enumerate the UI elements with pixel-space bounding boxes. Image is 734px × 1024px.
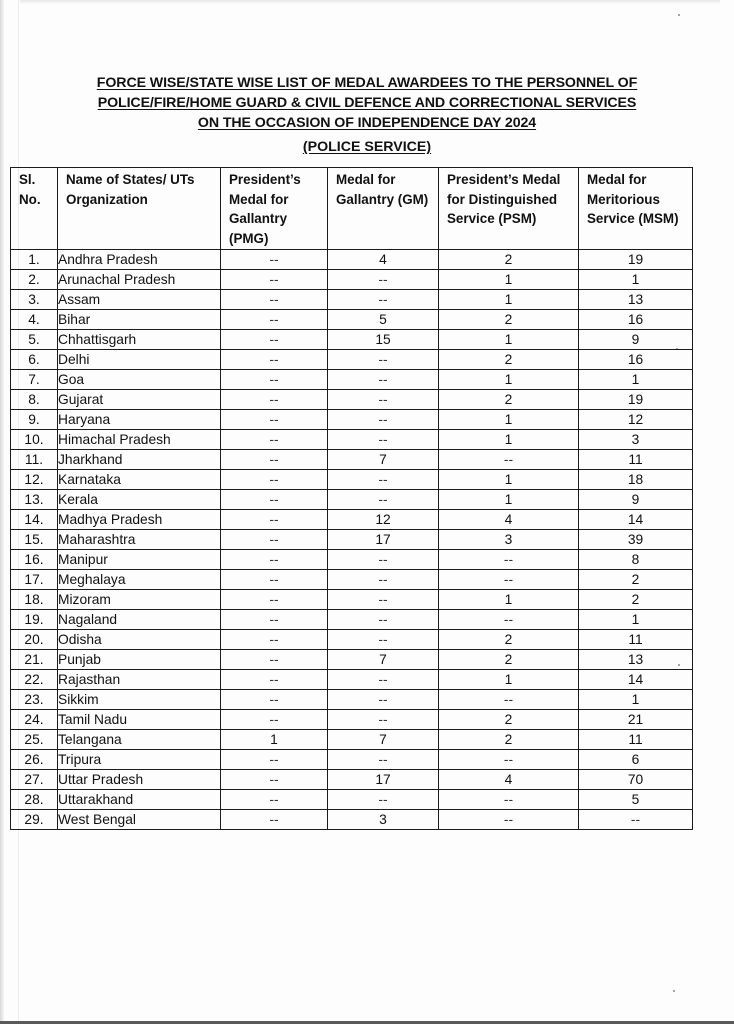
cell-sl-no: 3. xyxy=(11,290,58,310)
header-sl-no: Sl. No. xyxy=(11,168,58,250)
cell-state-name: Nagaland xyxy=(58,610,221,630)
table-row xyxy=(11,730,693,750)
cell-psm: 3 xyxy=(439,530,579,550)
cell-msm: 2 xyxy=(579,590,693,610)
cell-msm: 16 xyxy=(579,350,693,370)
cell-gm: -- xyxy=(328,430,439,450)
cell-pmg: -- xyxy=(221,430,328,450)
cell-msm: 8 xyxy=(579,550,693,570)
cell-pmg: -- xyxy=(221,290,328,310)
cell-sl-no: 20. xyxy=(11,630,58,650)
cell-sl-no: 13. xyxy=(11,490,58,510)
cell-msm: 6 xyxy=(579,750,693,770)
table-row xyxy=(11,570,693,590)
cell-state-name: Uttar Pradesh xyxy=(58,770,221,790)
cell-msm: 12 xyxy=(579,410,693,430)
cell-psm: -- xyxy=(439,570,579,590)
header-psm: President’s Medal for Distinguished Service (PSM) xyxy=(439,168,579,250)
table-header-row xyxy=(11,168,693,250)
cell-msm: 21 xyxy=(579,710,693,730)
cell-gm: 12 xyxy=(328,510,439,530)
cell-psm: 2 xyxy=(439,250,579,270)
table-row xyxy=(11,270,693,290)
table-body xyxy=(11,250,693,830)
cell-gm: 7 xyxy=(328,730,439,750)
cell-pmg: -- xyxy=(221,470,328,490)
cell-msm: 39 xyxy=(579,530,693,550)
cell-sl-no: 23. xyxy=(11,690,58,710)
cell-psm: 1 xyxy=(439,270,579,290)
cell-gm: -- xyxy=(328,690,439,710)
cell-sl-no: 2. xyxy=(11,270,58,290)
scan-speck xyxy=(673,990,675,992)
cell-pmg: -- xyxy=(221,630,328,650)
cell-msm: 19 xyxy=(579,250,693,270)
cell-sl-no: 22. xyxy=(11,670,58,690)
cell-sl-no: 25. xyxy=(11,730,58,750)
cell-state-name: Andhra Pradesh xyxy=(58,250,221,270)
cell-pmg: -- xyxy=(221,350,328,370)
cell-state-name: Odisha xyxy=(58,630,221,650)
title-line-3: ON THE OCCASION OF INDEPENDENCE DAY 2024 xyxy=(197,115,537,131)
cell-gm: -- xyxy=(328,570,439,590)
cell-pmg: -- xyxy=(221,330,328,350)
cell-psm: -- xyxy=(439,690,579,710)
table-row xyxy=(11,370,693,390)
cell-psm: -- xyxy=(439,450,579,470)
cell-pmg: -- xyxy=(221,510,328,530)
cell-pmg: 1 xyxy=(221,730,328,750)
table-row xyxy=(11,410,693,430)
cell-pmg: -- xyxy=(221,250,328,270)
cell-psm: -- xyxy=(439,610,579,630)
cell-gm: 5 xyxy=(328,310,439,330)
cell-sl-no: 16. xyxy=(11,550,58,570)
cell-psm: -- xyxy=(439,810,579,830)
cell-psm: 2 xyxy=(439,350,579,370)
cell-state-name: Gujarat xyxy=(58,390,221,410)
cell-psm: 1 xyxy=(439,370,579,390)
cell-state-name: Bihar xyxy=(58,310,221,330)
cell-msm: 11 xyxy=(579,730,693,750)
cell-gm: 7 xyxy=(328,450,439,470)
table-row xyxy=(11,710,693,730)
cell-sl-no: 18. xyxy=(11,590,58,610)
cell-sl-no: 27. xyxy=(11,770,58,790)
table-row xyxy=(11,810,693,830)
cell-psm: 2 xyxy=(439,390,579,410)
cell-pmg: -- xyxy=(221,410,328,430)
document-title xyxy=(0,73,734,133)
cell-pmg: -- xyxy=(221,570,328,590)
cell-sl-no: 8. xyxy=(11,390,58,410)
cell-psm: 4 xyxy=(439,770,579,790)
table-row xyxy=(11,510,693,530)
table-row xyxy=(11,470,693,490)
cell-pmg: -- xyxy=(221,770,328,790)
table-row xyxy=(11,310,693,330)
cell-pmg: -- xyxy=(221,810,328,830)
cell-state-name: Madhya Pradesh xyxy=(58,510,221,530)
cell-state-name: Telangana xyxy=(58,730,221,750)
title-line-1: FORCE WISE/STATE WISE LIST OF MEDAL AWARDEES TO THE PERSONNEL OF xyxy=(96,75,638,91)
cell-state-name: Mizoram xyxy=(58,590,221,610)
cell-state-name: Maharashtra xyxy=(58,530,221,550)
cell-pmg: -- xyxy=(221,310,328,330)
cell-psm: 1 xyxy=(439,330,579,350)
cell-state-name: Tripura xyxy=(58,750,221,770)
table-row xyxy=(11,490,693,510)
cell-psm: 4 xyxy=(439,510,579,530)
cell-state-name: Kerala xyxy=(58,490,221,510)
table-row xyxy=(11,450,693,470)
cell-gm: -- xyxy=(328,710,439,730)
cell-sl-no: 17. xyxy=(11,570,58,590)
table-row xyxy=(11,750,693,770)
cell-gm: 17 xyxy=(328,530,439,550)
cell-msm: 14 xyxy=(579,670,693,690)
cell-msm: 1 xyxy=(579,270,693,290)
cell-pmg: -- xyxy=(221,670,328,690)
cell-gm: 7 xyxy=(328,650,439,670)
cell-pmg: -- xyxy=(221,450,328,470)
cell-state-name: Arunachal Pradesh xyxy=(58,270,221,290)
cell-msm: 1 xyxy=(579,610,693,630)
cell-sl-no: 15. xyxy=(11,530,58,550)
cell-sl-no: 9. xyxy=(11,410,58,430)
cell-sl-no: 28. xyxy=(11,790,58,810)
cell-gm: -- xyxy=(328,630,439,650)
cell-sl-no: 11. xyxy=(11,450,58,470)
cell-msm: 5 xyxy=(579,790,693,810)
cell-gm: 3 xyxy=(328,810,439,830)
cell-sl-no: 24. xyxy=(11,710,58,730)
cell-pmg: -- xyxy=(221,270,328,290)
table-row xyxy=(11,390,693,410)
cell-msm: 14 xyxy=(579,510,693,530)
section-subtitle: (POLICE SERVICE) xyxy=(302,139,432,155)
cell-pmg: -- xyxy=(221,370,328,390)
cell-state-name: Karnataka xyxy=(58,470,221,490)
table-row xyxy=(11,530,693,550)
cell-state-name: West Bengal xyxy=(58,810,221,830)
cell-msm: 18 xyxy=(579,470,693,490)
cell-gm: -- xyxy=(328,490,439,510)
cell-psm: -- xyxy=(439,750,579,770)
cell-state-name: Assam xyxy=(58,290,221,310)
cell-psm: 1 xyxy=(439,410,579,430)
cell-psm: 1 xyxy=(439,490,579,510)
table-row xyxy=(11,670,693,690)
cell-gm: -- xyxy=(328,790,439,810)
cell-state-name: Tamil Nadu xyxy=(58,710,221,730)
cell-msm: 9 xyxy=(579,490,693,510)
cell-psm: -- xyxy=(439,790,579,810)
cell-state-name: Delhi xyxy=(58,350,221,370)
cell-gm: -- xyxy=(328,370,439,390)
cell-pmg: -- xyxy=(221,390,328,410)
cell-gm: -- xyxy=(328,750,439,770)
cell-gm: 17 xyxy=(328,770,439,790)
cell-psm: 2 xyxy=(439,310,579,330)
table-row xyxy=(11,610,693,630)
cell-psm: 2 xyxy=(439,730,579,750)
cell-msm: 1 xyxy=(579,370,693,390)
cell-psm: 2 xyxy=(439,710,579,730)
cell-pmg: -- xyxy=(221,650,328,670)
table-row xyxy=(11,290,693,310)
cell-psm: 2 xyxy=(439,630,579,650)
cell-pmg: -- xyxy=(221,790,328,810)
cell-sl-no: 5. xyxy=(11,330,58,350)
cell-state-name: Manipur xyxy=(58,550,221,570)
cell-gm: -- xyxy=(328,390,439,410)
cell-pmg: -- xyxy=(221,750,328,770)
cell-msm: 11 xyxy=(579,630,693,650)
cell-gm: -- xyxy=(328,470,439,490)
table-row xyxy=(11,690,693,710)
cell-gm: -- xyxy=(328,550,439,570)
cell-gm: -- xyxy=(328,610,439,630)
table-row xyxy=(11,630,693,650)
cell-gm: -- xyxy=(328,590,439,610)
table-row xyxy=(11,650,693,670)
header-msm: Medal for Meritorious Service (MSM) xyxy=(579,168,693,250)
cell-gm: 15 xyxy=(328,330,439,350)
table-row xyxy=(11,250,693,270)
cell-gm: -- xyxy=(328,350,439,370)
cell-msm: -- xyxy=(579,810,693,830)
cell-pmg: -- xyxy=(221,610,328,630)
cell-sl-no: 14. xyxy=(11,510,58,530)
table-row xyxy=(11,550,693,570)
table-row xyxy=(11,590,693,610)
cell-psm: -- xyxy=(439,550,579,570)
header-name: Name of States/ UTs Organization xyxy=(58,168,221,250)
cell-state-name: Jharkhand xyxy=(58,450,221,470)
cell-pmg: -- xyxy=(221,490,328,510)
cell-pmg: -- xyxy=(221,550,328,570)
header-gm: Medal for Gallantry (GM) xyxy=(328,168,439,250)
cell-pmg: -- xyxy=(221,710,328,730)
cell-state-name: Himachal Pradesh xyxy=(58,430,221,450)
cell-gm: 4 xyxy=(328,250,439,270)
cell-state-name: Meghalaya xyxy=(58,570,221,590)
table-row xyxy=(11,790,693,810)
cell-sl-no: 26. xyxy=(11,750,58,770)
cell-state-name: Rajasthan xyxy=(58,670,221,690)
cell-msm: 70 xyxy=(579,770,693,790)
cell-sl-no: 7. xyxy=(11,370,58,390)
cell-gm: -- xyxy=(328,670,439,690)
table-row xyxy=(11,430,693,450)
medal-awardees-table xyxy=(10,167,693,830)
cell-msm: 19 xyxy=(579,390,693,410)
cell-state-name: Uttarakhand xyxy=(58,790,221,810)
cell-msm: 2 xyxy=(579,570,693,590)
header-pmg: President’s Medal for Gallantry (PMG) xyxy=(221,168,328,250)
cell-state-name: Punjab xyxy=(58,650,221,670)
cell-sl-no: 12. xyxy=(11,470,58,490)
cell-gm: -- xyxy=(328,270,439,290)
cell-msm: 3 xyxy=(579,430,693,450)
table-row xyxy=(11,330,693,350)
cell-pmg: -- xyxy=(221,690,328,710)
cell-psm: 1 xyxy=(439,430,579,450)
cell-sl-no: 6. xyxy=(11,350,58,370)
cell-msm: 16 xyxy=(579,310,693,330)
scan-speck xyxy=(678,14,680,16)
cell-state-name: Chhattisgarh xyxy=(58,330,221,350)
cell-state-name: Haryana xyxy=(58,410,221,430)
cell-sl-no: 10. xyxy=(11,430,58,450)
title-line-2: POLICE/FIRE/HOME GUARD & CIVIL DEFENCE AND CORRECTIONAL SERVICES xyxy=(97,95,637,111)
cell-msm: 9 xyxy=(579,330,693,350)
cell-gm: -- xyxy=(328,410,439,430)
cell-sl-no: 4. xyxy=(11,310,58,330)
cell-sl-no: 19. xyxy=(11,610,58,630)
cell-psm: 2 xyxy=(439,650,579,670)
cell-gm: -- xyxy=(328,290,439,310)
cell-psm: 1 xyxy=(439,290,579,310)
cell-msm: 13 xyxy=(579,650,693,670)
cell-msm: 1 xyxy=(579,690,693,710)
cell-sl-no: 29. xyxy=(11,810,58,830)
cell-psm: 1 xyxy=(439,670,579,690)
table-row xyxy=(11,350,693,370)
cell-pmg: -- xyxy=(221,530,328,550)
cell-msm: 13 xyxy=(579,290,693,310)
cell-pmg: -- xyxy=(221,590,328,610)
cell-sl-no: 1. xyxy=(11,250,58,270)
cell-psm: 1 xyxy=(439,590,579,610)
cell-state-name: Goa xyxy=(58,370,221,390)
cell-psm: 1 xyxy=(439,470,579,490)
scan-top-shadow xyxy=(20,0,720,4)
cell-sl-no: 21. xyxy=(11,650,58,670)
cell-state-name: Sikkim xyxy=(58,690,221,710)
table-row xyxy=(11,770,693,790)
cell-msm: 11 xyxy=(579,450,693,470)
